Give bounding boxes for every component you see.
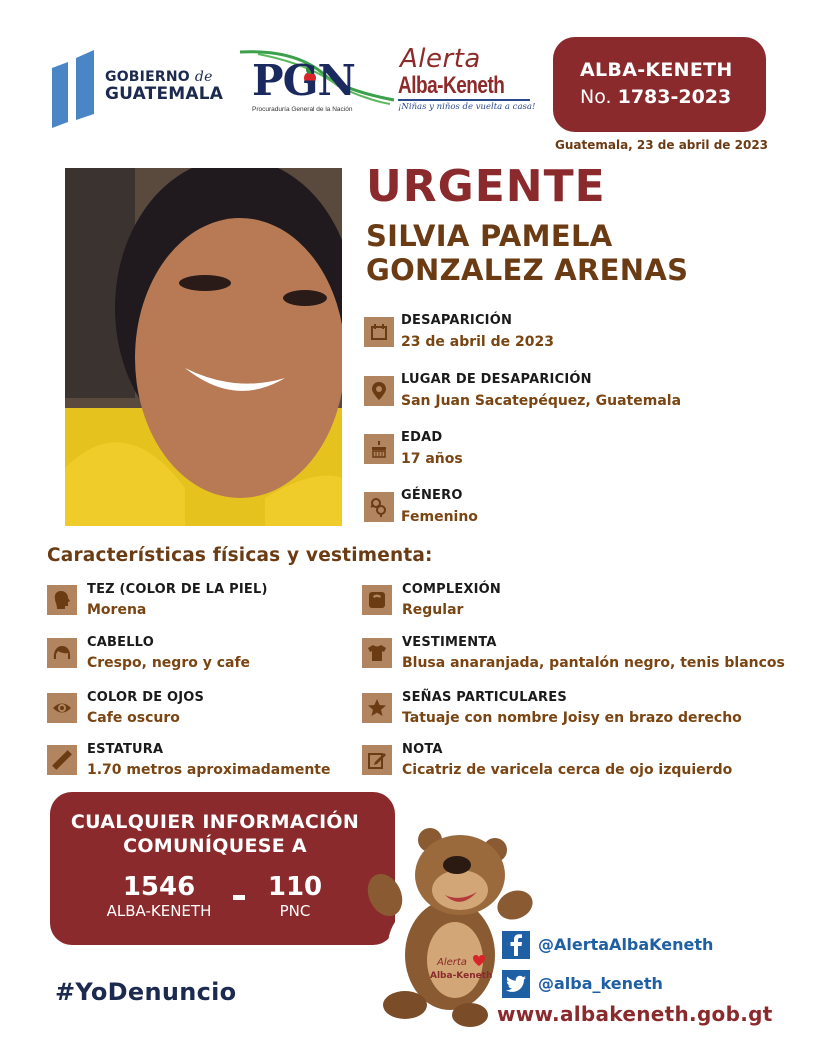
de-text: de bbox=[194, 69, 213, 85]
detail-label: EDAD bbox=[401, 430, 443, 445]
phone-alba-keneth[interactable]: 1546 bbox=[122, 872, 196, 902]
phone-alba-keneth-label: ALBA-KENETH bbox=[106, 902, 212, 920]
phone-separator bbox=[233, 895, 245, 900]
detail-disappearance-date bbox=[364, 313, 784, 361]
char-hair bbox=[47, 633, 347, 679]
detail-label: DESAPARICIÓN bbox=[401, 313, 513, 328]
char-eye-color bbox=[47, 688, 347, 734]
alerta-alba-keneth-logo bbox=[396, 44, 536, 116]
missing-person-name bbox=[366, 220, 688, 288]
alba-keneth-text: Alba-Keneth bbox=[398, 72, 505, 99]
char-value: Regular bbox=[402, 602, 464, 618]
alerta-text: Alerta bbox=[400, 44, 481, 74]
char-label: TEZ (COLOR DE LA PIEL) bbox=[87, 582, 268, 597]
contact-box bbox=[50, 792, 395, 945]
facebook-icon bbox=[502, 931, 530, 959]
detail-disappearance-place bbox=[364, 372, 784, 420]
char-note bbox=[362, 740, 802, 786]
gender-icon bbox=[364, 492, 394, 522]
char-value: Blusa anaranjada, pantalón negro, tenis blancos bbox=[402, 655, 785, 671]
char-value: Morena bbox=[87, 602, 147, 618]
char-value: Cafe oscuro bbox=[87, 710, 180, 726]
star-icon bbox=[362, 693, 392, 723]
detail-value: San Juan Sacatepéquez, Guatemala bbox=[401, 393, 682, 409]
case-number-prefix: No. bbox=[580, 86, 612, 108]
hair-icon bbox=[47, 638, 77, 668]
char-label: CABELLO bbox=[87, 635, 154, 650]
phone-pnc-label: PNC bbox=[279, 902, 311, 920]
char-label: COLOR DE OJOS bbox=[87, 690, 205, 705]
ruler-icon bbox=[47, 745, 77, 775]
urgent-heading: URGENTE bbox=[366, 161, 606, 212]
svg-text:Alba-Keneth: Alba-Keneth bbox=[430, 971, 493, 981]
char-value: 1.70 metros aproximadamente bbox=[87, 762, 331, 778]
detail-age bbox=[364, 430, 784, 478]
case-number: 1783-2023 bbox=[617, 86, 732, 108]
detail-gender bbox=[364, 488, 784, 536]
missing-person-photo bbox=[65, 168, 342, 526]
char-distinguishing-marks bbox=[362, 688, 802, 734]
detail-value: 17 años bbox=[401, 451, 463, 467]
char-height bbox=[47, 740, 357, 786]
svg-text:Alerta: Alerta bbox=[437, 957, 467, 968]
twitter-handle[interactable]: @alba_keneth bbox=[538, 974, 663, 993]
char-label: ESTATURA bbox=[87, 742, 164, 757]
portrait-placeholder-icon bbox=[65, 168, 342, 526]
facebook-link[interactable] bbox=[502, 931, 762, 959]
logo-divider bbox=[398, 99, 530, 101]
birthday-cake-icon bbox=[364, 434, 394, 464]
characteristics-heading: Características físicas y vestimenta: bbox=[47, 545, 433, 566]
char-skin-tone bbox=[47, 580, 347, 626]
detail-value: Femenino bbox=[401, 509, 478, 525]
facebook-handle[interactable]: @AlertaAlbaKeneth bbox=[538, 935, 714, 954]
calendar-icon bbox=[364, 317, 394, 347]
pgn-subtitle: Procuraduría General de la Nación bbox=[252, 106, 353, 113]
char-build bbox=[362, 580, 802, 626]
case-badge bbox=[553, 37, 766, 132]
detail-label: LUGAR DE DESAPARICIÓN bbox=[401, 372, 592, 387]
bear-mascot-icon bbox=[365, 820, 540, 1030]
name-line-2: GONZALEZ ARENAS bbox=[366, 252, 689, 287]
logo-tagline: ¡Niñas y niños de vuelta a casa! bbox=[398, 102, 536, 112]
guatemala-text: GUATEMALA bbox=[105, 84, 224, 104]
case-badge-title: ALBA-KENETH bbox=[580, 59, 733, 81]
char-value: Crespo, negro y cafe bbox=[87, 655, 251, 671]
phone-pnc[interactable]: 110 bbox=[267, 872, 323, 902]
hashtag: #YoDenuncio bbox=[55, 978, 237, 1006]
website-link[interactable]: www.albakeneth.gob.gt bbox=[497, 1002, 773, 1026]
pgn-letters: PGN bbox=[252, 56, 355, 105]
char-label: VESTIMENTA bbox=[402, 635, 497, 650]
char-clothing bbox=[362, 633, 812, 679]
tshirt-icon bbox=[362, 638, 392, 668]
eye-icon bbox=[47, 693, 77, 723]
issue-date: Guatemala, 23 de abril de 2023 bbox=[555, 138, 769, 152]
scale-icon bbox=[362, 585, 392, 615]
gobierno-guatemala-logo bbox=[52, 48, 232, 128]
contact-line-2: COMUNÍQUESE A bbox=[123, 835, 307, 858]
char-label: COMPLEXIÓN bbox=[402, 582, 502, 597]
note-edit-icon bbox=[362, 745, 392, 775]
char-value: Cicatriz de varicela cerca de ojo izquierdo bbox=[402, 762, 733, 778]
gobierno-text: GOBIERNO bbox=[105, 69, 190, 85]
head-profile-icon bbox=[47, 585, 77, 615]
twitter-link[interactable] bbox=[502, 970, 762, 998]
char-label: NOTA bbox=[402, 742, 443, 757]
char-label: SEÑAS PARTICULARES bbox=[402, 690, 567, 705]
name-line-1: SILVIA PAMELA bbox=[366, 219, 613, 253]
pgn-logo bbox=[238, 48, 396, 118]
char-value: Tatuaje con nombre Joisy en brazo derecho bbox=[402, 710, 742, 726]
gobierno-bars-icon bbox=[52, 48, 97, 128]
detail-value: 23 de abril de 2023 bbox=[401, 334, 554, 350]
detail-label: GÉNERO bbox=[401, 488, 463, 503]
bear-mascot bbox=[365, 820, 540, 1030]
twitter-bird-icon bbox=[502, 970, 530, 998]
location-pin-icon bbox=[364, 376, 394, 406]
contact-line-1: CUALQUIER INFORMACIÓN bbox=[70, 811, 360, 833]
